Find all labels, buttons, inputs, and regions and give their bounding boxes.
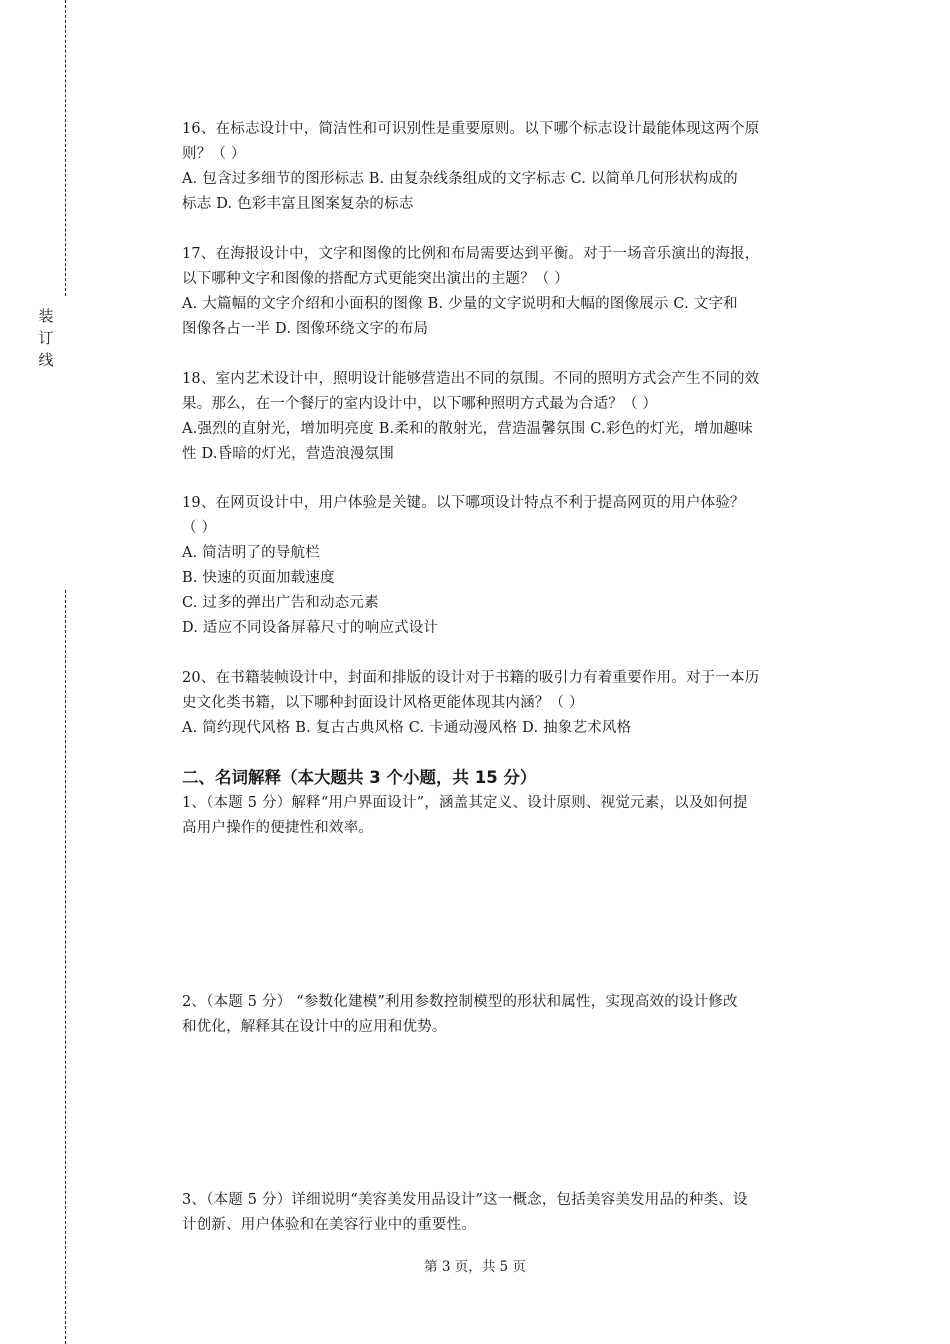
question-stem: 以下哪种文字和图像的搭配方式更能突出演出的主题？（ ） (182, 271, 570, 287)
question-stem: 16、在标志设计中，简洁性和可识别性是重要原则。以下哪个标志设计最能体现这两个原 (182, 121, 760, 137)
question-stem: 果。那么，在一个餐厅的室内设计中，以下哪种照明方式最为合适？（ ） (182, 396, 658, 412)
page-number: 第 3 页，共 5 页 (424, 1259, 526, 1275)
term-question-2 (182, 990, 838, 1040)
question-stem: 17、在海报设计中，文字和图像的比例和布局需要达到平衡。对于一场音乐演出的海报， (182, 246, 760, 262)
term-question-1 (182, 791, 838, 841)
binding-label-char: 订 (38, 329, 54, 347)
term-question-3 (182, 1188, 838, 1238)
question-stem: （ ） (182, 520, 217, 536)
binding-dashed-line-top (65, 0, 66, 296)
question-stem: 19、在网页设计中，用户体验是关键。以下哪项设计特点不利于提高网页的用户体验？ (182, 495, 745, 511)
term-question-text: 和优化，解释其在设计中的应用和优势。 (182, 1019, 447, 1035)
question-16 (182, 117, 838, 217)
term-question-text: 3、（本题 5 分）详细说明“美容美发用品设计”这一概念，包括美容美发用品的种类、设 (182, 1192, 748, 1208)
option-c: C. 过多的弹出广告和动态元素 (182, 595, 379, 611)
question-19 (182, 491, 838, 641)
question-stem: 则？（ ） (182, 146, 246, 162)
question-17 (182, 242, 838, 342)
section-2-title: 二、名词解释（本大题共 3 个小题，共 15 分） (182, 768, 537, 787)
question-options: 性 D.昏暗的灯光，营造浪漫氛围 (182, 446, 395, 462)
term-question-text: 1、（本题 5 分）解释“用户界面设计”，涵盖其定义、设计原则、视觉元素，以及如何提 (182, 795, 748, 811)
question-20 (182, 666, 838, 741)
question-stem: 史文化类书籍，以下哪种封面设计风格更能体现其内涵？（ ） (182, 695, 584, 711)
binding-dashed-line-bottom (65, 590, 66, 1344)
question-options: A.强烈的直射光，增加明亮度 B.柔和的散射光，营造温馨氛围 C.彩色的灯光，增加趣味 (182, 421, 753, 437)
question-options: A. 简约现代风格 B. 复古古典风格 C. 卡通动漫风格 D. 抽象艺术风格 (182, 720, 632, 736)
term-question-text: 高用户操作的便捷性和效率。 (182, 820, 374, 836)
question-options: A. 大篇幅的文字介绍和小面积的图像 B. 少量的文字说明和大幅的图像展示 C. 文字和 (182, 296, 738, 312)
binding-line-label (36, 305, 56, 371)
question-options: A. 包含过多细节的图形标志 B. 由复杂线条组成的文字标志 C. 以简单几何形状构成的 (182, 171, 738, 187)
binding-label-char: 装 (38, 307, 54, 325)
question-options: 标志 D. 色彩丰富且图案复杂的标志 (182, 196, 414, 212)
option-a: A. 简洁明了的导航栏 (182, 545, 320, 561)
question-18 (182, 367, 838, 467)
question-stem: 18、室内艺术设计中，照明设计能够营造出不同的氛围。不同的照明方式会产生不同的效 (182, 371, 760, 387)
binding-label-char: 线 (38, 351, 54, 369)
term-question-text: 计创新、用户体验和在美容行业中的重要性。 (182, 1217, 476, 1233)
option-d: D. 适应不同设备屏幕尺寸的响应式设计 (182, 620, 439, 636)
term-question-text: 2、（本题 5 分） “参数化建模”利用参数控制模型的形状和属性，实现高效的设计修改 (182, 994, 738, 1010)
question-stem: 20、在书籍装帧设计中，封面和排版的设计对于书籍的吸引力有着重要作用。对于一本历 (182, 670, 760, 686)
question-options: 图像各占一半 D. 图像环绕文字的布局 (182, 321, 429, 337)
option-b: B. 快速的页面加载速度 (182, 570, 335, 586)
